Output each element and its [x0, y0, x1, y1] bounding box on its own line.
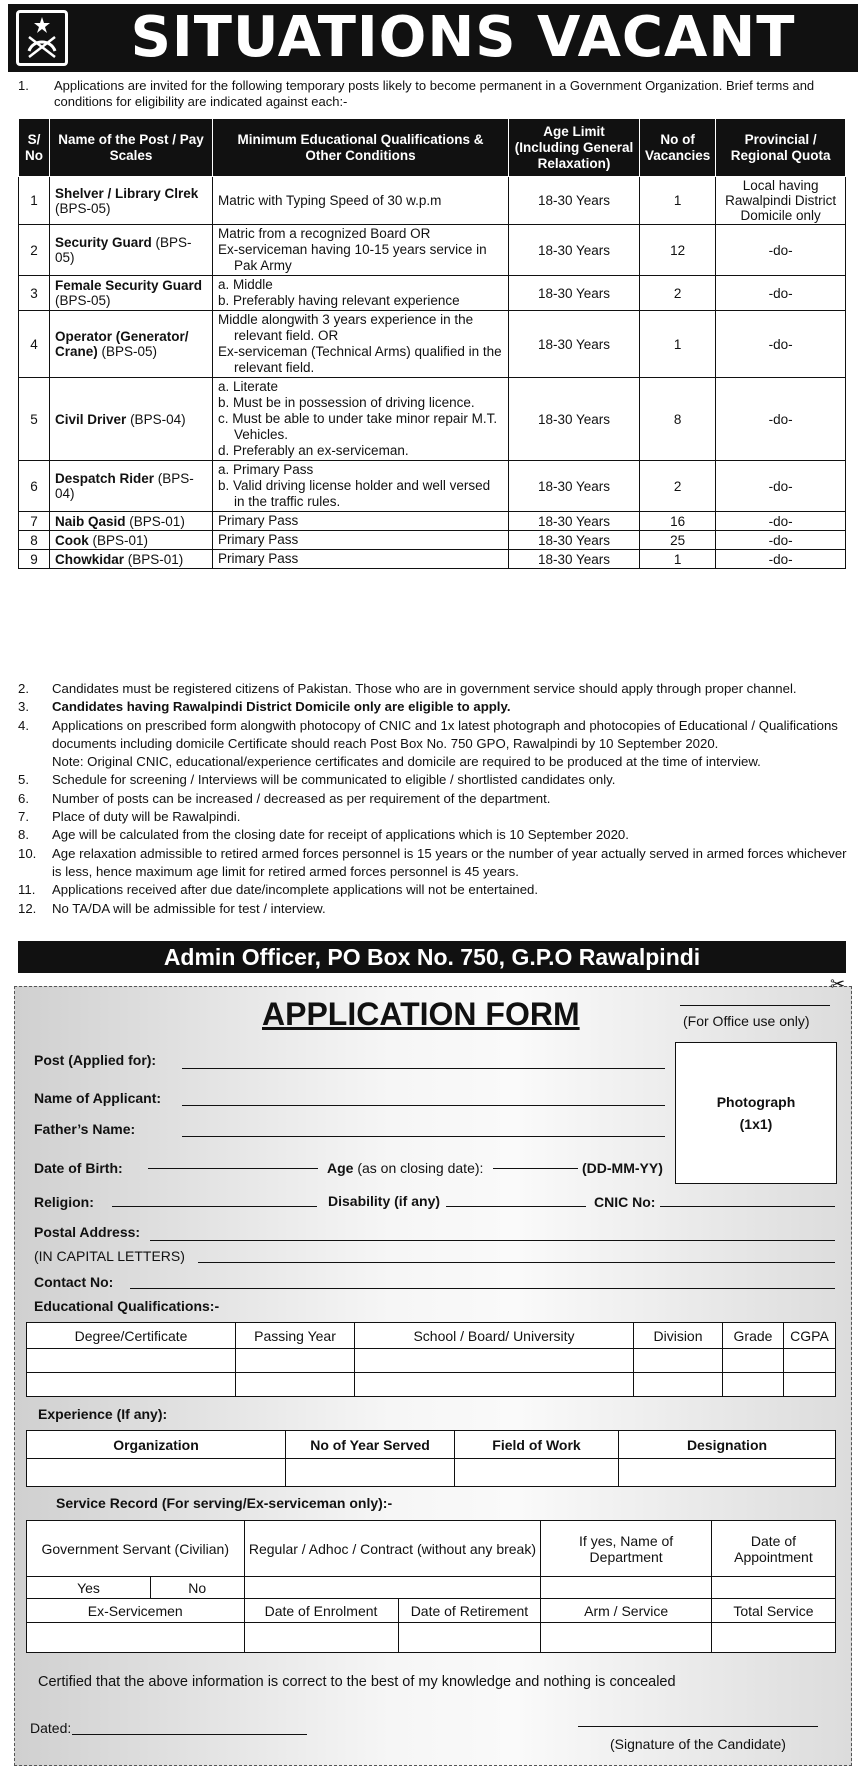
- post-name: Female Security Guard: [55, 278, 203, 293]
- post-name: Naib Qasid: [55, 513, 126, 529]
- table-row: [19, 378, 846, 461]
- term-number: 8.: [18, 827, 29, 843]
- pay-scale: (BPS-05): [55, 235, 192, 265]
- row-quota: -do-: [716, 512, 846, 531]
- post-name: Security Guard: [55, 235, 152, 250]
- term-text: Note: Original CNIC, educational/experience certificates and domicile are required to be produced at the time of interview.: [52, 754, 761, 770]
- table-row: [19, 177, 846, 225]
- row-qualification: [213, 378, 509, 461]
- row-post: [50, 276, 213, 311]
- svc-col-type: Regular / Adhoc / Contract (without any break): [244, 1521, 541, 1577]
- qualification-line: Primary Pass: [218, 551, 299, 566]
- table-row: [19, 311, 846, 378]
- name-input[interactable]: [182, 1105, 665, 1106]
- post-name: Shelver / Library Clrek: [55, 185, 199, 201]
- edu-cell[interactable]: [723, 1349, 784, 1373]
- army-crest-icon: [16, 10, 68, 66]
- row-age: 18-30 Years: [509, 225, 640, 276]
- qualification-line: Primary Pass: [218, 513, 299, 528]
- pay-scale: (BPS-01): [127, 551, 184, 567]
- row-qualification: [213, 512, 509, 531]
- row-age: 18-30 Years: [509, 177, 640, 225]
- qualification-line: Primary Pass: [218, 532, 299, 547]
- row-sno: 9: [19, 550, 50, 569]
- qualification-line: b. Preferably having relevant experience: [218, 293, 460, 308]
- edu-col-school: School / Board/ University: [355, 1323, 634, 1349]
- row-vacancies: 8: [640, 378, 716, 461]
- term-item: [18, 717, 853, 754]
- qualification-line: Matric from a recognized Board OR: [218, 226, 431, 241]
- qualification-line: b. Must be in possession of driving licence.: [218, 395, 475, 410]
- qualification-line: a. Literate: [218, 379, 279, 394]
- term-item: [18, 698, 853, 716]
- page-title: SITUATIONS VACANT: [130, 5, 796, 70]
- term-text: Candidates having Rawalpindi District Domicile only are eligible to apply.: [52, 699, 511, 715]
- photo-size: (1x1): [739, 1116, 773, 1132]
- scissors-icon: ✂: [830, 974, 846, 994]
- row-post: [50, 177, 213, 225]
- age-note: (as on closing date):: [357, 1160, 484, 1176]
- postal-input-1[interactable]: [150, 1240, 835, 1241]
- contact-label: Contact No:: [34, 1274, 114, 1290]
- row-age: 18-30 Years: [509, 276, 640, 311]
- disability-input[interactable]: [446, 1206, 586, 1207]
- photo-label: Photograph: [716, 1094, 796, 1110]
- row-vacancies: 1: [640, 177, 716, 225]
- row-quota: -do-: [716, 225, 846, 276]
- edu-cell[interactable]: [236, 1349, 355, 1373]
- table-row: [19, 512, 846, 531]
- row-quota: Local having Rawalpindi District Domicile only: [716, 177, 846, 225]
- row-sno: 8: [19, 531, 50, 550]
- term-item: [18, 826, 853, 844]
- term-text: Candidates must be registered citizens of Pakistan. Those who are in government service should apply through proper channel.: [52, 681, 797, 696]
- qualification-line: d. Preferably an ex-serviceman.: [218, 443, 409, 458]
- row-age: 18-30 Years: [509, 461, 640, 512]
- ex-cell[interactable]: [244, 1623, 398, 1653]
- term-number: 10.: [18, 845, 37, 861]
- capital-note: (IN CAPITAL LETTERS): [34, 1248, 185, 1264]
- term-text: Number of posts can be increased / decreased as per requirement of the department.: [52, 790, 551, 806]
- edu-cell[interactable]: [723, 1373, 784, 1397]
- term-item: [18, 845, 853, 882]
- row-age: 18-30 Years: [509, 550, 640, 569]
- term-item: [18, 881, 853, 899]
- row-quota: -do-: [716, 276, 846, 311]
- row-qualification: [213, 550, 509, 569]
- term-item: [18, 900, 853, 918]
- row-vacancies: 16: [640, 512, 716, 531]
- qualification-line: Middle alongwith 3 years experience in the relevant field. OR: [218, 312, 474, 343]
- edu-cell[interactable]: [784, 1349, 836, 1373]
- col-qualification: Minimum Educational Qualifications & Other Conditions: [213, 119, 509, 177]
- contact-input[interactable]: [130, 1288, 835, 1289]
- svc-cell[interactable]: [244, 1577, 541, 1599]
- date-format-label: (DD-MM-YY): [582, 1160, 663, 1176]
- edu-cell[interactable]: [634, 1373, 723, 1397]
- row-sno: 2: [19, 225, 50, 276]
- term-text: Age relaxation admissible to retired armed forces personnel is 15 years or the number of year actually served in armed forces whichever is less, hence maximum age limit for retired armed forces personnel is 45 years.: [52, 845, 847, 879]
- row-sno: 6: [19, 461, 50, 512]
- edu-col-grade: Grade: [723, 1323, 784, 1349]
- edu-cell[interactable]: [236, 1373, 355, 1397]
- term-text: Applications on prescribed form alongwith photocopy of CNIC and 1x latest photograph and photocopies of Educational / Qualifications documents including domicile Certificate should reach Post Box No. 750 GPO, Rawalpindi by 10 September 2020.: [52, 717, 838, 751]
- ex-cell[interactable]: [27, 1623, 245, 1653]
- pay-scale: (BPS-05): [101, 344, 158, 359]
- row-quota: -do-: [716, 550, 846, 569]
- row-quota: -do-: [716, 311, 846, 378]
- father-input[interactable]: [182, 1136, 665, 1137]
- qualification-line: Ex-serviceman (Technical Arms) qualified in the relevant field.: [218, 344, 502, 375]
- photo-box[interactable]: [675, 1042, 837, 1184]
- row-vacancies: 25: [640, 531, 716, 550]
- svc-col-govt: Government Servant (Civilian): [27, 1521, 245, 1577]
- exp-cell[interactable]: [27, 1459, 286, 1487]
- term-text: Place of duty will be Rawalpindi.: [52, 809, 241, 825]
- edu-cell[interactable]: [27, 1373, 236, 1397]
- exp-col-years: No of Year Served: [286, 1431, 455, 1459]
- post-label: Post (Applied for):: [34, 1052, 157, 1068]
- terms-list: [18, 680, 853, 918]
- term-item: [18, 771, 853, 789]
- row-age: 18-30 Years: [509, 512, 640, 531]
- dated-input[interactable]: [72, 1734, 307, 1735]
- table-row: [19, 276, 846, 311]
- table-row: [19, 531, 846, 550]
- postal-label: Postal Address:: [34, 1224, 141, 1240]
- post-name: Chowkidar: [55, 551, 125, 567]
- table-row: [19, 550, 846, 569]
- experience-table: [26, 1430, 836, 1487]
- row-qualification: [213, 311, 509, 378]
- term-number: 6.: [18, 790, 29, 806]
- term-number: 7.: [18, 809, 29, 825]
- pay-scale: (BPS-05): [55, 200, 111, 216]
- dated-label: Dated:: [30, 1720, 72, 1736]
- post-name: Civil Driver: [55, 411, 127, 427]
- row-post: [50, 311, 213, 378]
- admin-address-banner: Admin Officer, PO Box No. 750, G.P.O Rawalpindi: [18, 941, 846, 973]
- post-name: Despatch Rider: [55, 471, 155, 486]
- row-vacancies: 2: [640, 276, 716, 311]
- exp-cell[interactable]: [619, 1459, 836, 1487]
- ex-col-total: Total Service: [711, 1599, 835, 1623]
- row-qualification: [213, 276, 509, 311]
- svc-yes[interactable]: Yes: [27, 1577, 151, 1599]
- age-label: [327, 1160, 483, 1176]
- row-quota: -do-: [716, 531, 846, 550]
- pay-scale: (BPS-05): [55, 293, 111, 308]
- term-number: 4.: [18, 717, 29, 733]
- term-text: Age will be calculated from the closing date for receipt of applications which is 10 September 2020.: [52, 827, 629, 843]
- term-number: 12.: [18, 900, 37, 916]
- row-qualification: [213, 225, 509, 276]
- row-vacancies: 12: [640, 225, 716, 276]
- svc-col-dept: If yes, Name of Department: [541, 1521, 711, 1577]
- row-post: [50, 461, 213, 512]
- religion-input[interactable]: [112, 1206, 317, 1207]
- post-name: Cook: [55, 532, 89, 548]
- edu-col-division: Division: [634, 1323, 723, 1349]
- edu-cell[interactable]: [27, 1349, 236, 1373]
- term-item: [18, 808, 853, 826]
- exp-col-field: Field of Work: [455, 1431, 619, 1459]
- row-quota: -do-: [716, 461, 846, 512]
- signature-label: (Signature of the Candidate): [610, 1736, 786, 1752]
- svc-no[interactable]: No: [151, 1577, 245, 1599]
- row-age: 18-30 Years: [509, 531, 640, 550]
- qualification-line: Ex-serviceman having 10-15 years service in Pak Army: [218, 242, 487, 273]
- ex-col-enrolment: Date of Enrolment: [244, 1599, 398, 1623]
- svc-col-appointment: Date of Appointment: [711, 1521, 835, 1577]
- term-text: Applications received after due date/incomplete applications will not be entertained.: [52, 882, 539, 898]
- header-banner: [8, 4, 858, 72]
- pay-scale: (BPS-04): [130, 411, 186, 427]
- table-row: [19, 461, 846, 512]
- postal-input-2[interactable]: [198, 1262, 835, 1263]
- education-table: [26, 1322, 836, 1397]
- row-post: [50, 550, 213, 569]
- religion-label: Religion:: [34, 1194, 94, 1210]
- service-title: Service Record (For serving/Ex-serviceman only):-: [56, 1495, 393, 1511]
- col-post: Name of the Post / Pay Scales: [50, 119, 213, 177]
- post-input[interactable]: [182, 1068, 665, 1069]
- term-item: [18, 753, 853, 771]
- qualification-line: Matric with Typing Speed of 30 w.p.m: [218, 192, 442, 208]
- term-number: 5.: [18, 772, 29, 788]
- edu-col-year: Passing Year: [236, 1323, 355, 1349]
- row-post: [50, 512, 213, 531]
- edu-cell[interactable]: [355, 1373, 634, 1397]
- row-sno: 1: [19, 177, 50, 225]
- exp-col-designation: Designation: [619, 1431, 836, 1459]
- ex-cell[interactable]: [711, 1623, 835, 1653]
- row-sno: 3: [19, 276, 50, 311]
- row-qualification: [213, 461, 509, 512]
- dob-label: Date of Birth:: [34, 1160, 123, 1176]
- disability-label: Disability (if any): [328, 1193, 441, 1209]
- exp-cell[interactable]: [455, 1459, 619, 1487]
- office-use-line: [680, 1005, 830, 1006]
- age-input[interactable]: [493, 1168, 578, 1169]
- ex-cell[interactable]: [398, 1623, 541, 1653]
- cnic-label: CNIC No:: [594, 1194, 656, 1210]
- pay-scale: (BPS-04): [55, 471, 194, 501]
- table-row: [19, 225, 846, 276]
- qualification-line: a. Middle: [218, 277, 273, 292]
- qualification-line: a. Primary Pass: [218, 462, 314, 477]
- row-vacancies: 1: [640, 311, 716, 378]
- intro-number: 1.: [18, 78, 29, 93]
- col-age: Age Limit (Including General Relaxation): [509, 119, 640, 177]
- pay-scale: (BPS-01): [129, 513, 185, 529]
- row-vacancies: 1: [640, 550, 716, 569]
- intro-paragraph: [18, 78, 853, 110]
- row-quota: -do-: [716, 378, 846, 461]
- exp-cell[interactable]: [286, 1459, 455, 1487]
- intro-text: Applications are invited for the following temporary posts likely to become permanent in a Government Organization. Brief terms and conditions for eligibility are indicated against each:-: [54, 78, 815, 109]
- term-item: [18, 680, 853, 698]
- term-number: 3.: [18, 699, 29, 715]
- ex-cell[interactable]: [541, 1623, 711, 1653]
- signature-line[interactable]: [578, 1726, 818, 1727]
- row-post: [50, 225, 213, 276]
- pay-scale: (BPS-01): [92, 532, 149, 548]
- row-post: [50, 378, 213, 461]
- row-sno: 4: [19, 311, 50, 378]
- form-title: APPLICATION FORM: [262, 996, 580, 1032]
- ex-col-retirement: Date of Retirement: [398, 1599, 541, 1623]
- ex-col-arm: Arm / Service: [541, 1599, 711, 1623]
- edu-cell[interactable]: [784, 1373, 836, 1397]
- term-text: No TA/DA will be admissible for test / interview.: [52, 900, 326, 916]
- col-quota: Provincial / Regional Quota: [716, 119, 846, 177]
- row-age: 18-30 Years: [509, 378, 640, 461]
- name-label: Name of Applicant:: [34, 1090, 162, 1106]
- vacancies-table: [18, 118, 846, 569]
- col-vacancies: No of Vacancies: [640, 119, 716, 177]
- exp-col-org: Organization: [27, 1431, 286, 1459]
- row-age: 18-30 Years: [509, 311, 640, 378]
- father-label: Father’s Name:: [34, 1121, 136, 1137]
- edu-cell[interactable]: [355, 1349, 634, 1373]
- edu-title: Educational Qualifications:-: [34, 1298, 220, 1314]
- ex-col-servicemen: Ex-Servicemen: [27, 1599, 245, 1623]
- term-item: [18, 790, 853, 808]
- svc-cell[interactable]: [541, 1577, 711, 1599]
- row-qualification: [213, 531, 509, 550]
- term-text: Schedule for screening / Interviews will be communicated to eligible / shortlisted candidates only.: [52, 772, 616, 788]
- edu-col-degree: Degree/Certificate: [27, 1323, 236, 1349]
- certification-text: Certified that the above information is correct to the best of my knowledge and nothing is concealed: [38, 1674, 676, 1690]
- term-number: 2.: [18, 681, 29, 696]
- service-table: [26, 1520, 836, 1653]
- qualification-line: c. Must be able to under take minor repair M.T. Vehicles.: [218, 411, 498, 442]
- row-qualification: [213, 177, 509, 225]
- qualification-line: b. Valid driving license holder and well versed in the traffic rules.: [218, 478, 491, 509]
- exp-title: Experience (If any):: [38, 1406, 168, 1422]
- term-number: 11.: [18, 882, 36, 898]
- row-sno: 7: [19, 512, 50, 531]
- col-sno: S/ No: [19, 119, 50, 177]
- cnic-input[interactable]: [660, 1206, 835, 1207]
- edu-cell[interactable]: [634, 1349, 723, 1373]
- dob-input[interactable]: [148, 1168, 318, 1169]
- office-use-label: (For Office use only): [683, 1013, 810, 1029]
- svc-cell[interactable]: [711, 1577, 835, 1599]
- edu-col-cgpa: CGPA: [784, 1323, 836, 1349]
- row-sno: 5: [19, 378, 50, 461]
- row-post: [50, 531, 213, 550]
- row-vacancies: 2: [640, 461, 716, 512]
- post-name: Operator (Generator/ Crane): [55, 329, 189, 359]
- age-word: Age: [327, 1160, 354, 1176]
